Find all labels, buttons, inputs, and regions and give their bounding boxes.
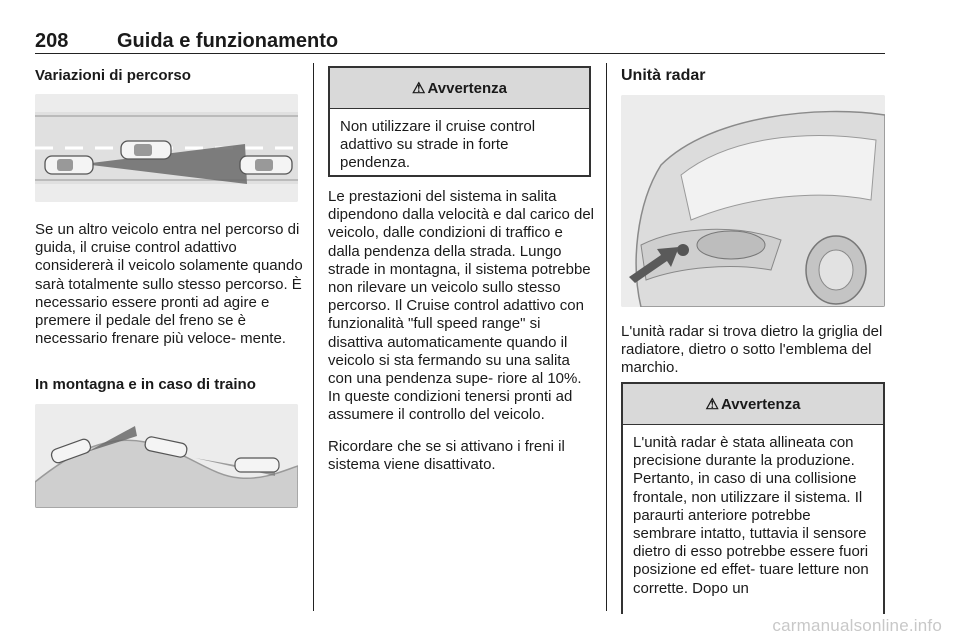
warning-text-1: Non utilizzare il cruise control adattivo su strade in forte pendenza. bbox=[340, 118, 536, 172]
watermark-logo: carmanualsonline.info bbox=[772, 616, 942, 635]
mountain-driving-illustration bbox=[35, 404, 298, 508]
column-divider-1 bbox=[313, 63, 314, 611]
paragraph-radar-location: L'unità radar si trova dietro la griglia del radiatore, dietro o sotto l'emblema del marchio. bbox=[621, 323, 883, 377]
page-number: 208 bbox=[35, 30, 69, 52]
radar-unit-illustration bbox=[621, 95, 885, 307]
warning-title-2: Avvertenza bbox=[720, 395, 801, 413]
warning-title-1: Avvertenza bbox=[427, 79, 507, 97]
paragraph-mountain-performance: Le prestazioni del sistema in salita dipendono dalla velocità e dal carico del veicolo, dalle condizioni di traffico e dalla pendenza della strada. Lungo strade in montagna, il sistema potrebbe non rilevare un veicolo sullo stesso percorso. Il Cruise control adattivo con funzionalità "full speed range" si disattiva automaticamente quando il veicolo si sta fermando su una salita con una pendenza supe- riore al 10%. In queste condizioni tenersi pronti ad assumere il controllo del veicolo. bbox=[328, 188, 595, 424]
paragraph-lane-change: Se un altro veicolo entra nel percorso di guida, il cruise control adattivo considererà il veicolo solamente quando sarà totalmente sullo stesso percorso. È necessario essere pronti ad agire e premere il pedale del freno se è necessario frenare più veloce- mente. bbox=[35, 221, 303, 348]
warning-triangle-icon: ⚠ bbox=[412, 80, 426, 97]
warning-box-2 bbox=[621, 382, 885, 614]
radar-car-drawing bbox=[621, 95, 885, 307]
warning-text-2: L'unità radar è stata allineata con precisione durante la produzione. Pertanto, in caso di una collisione frontale, non utilizzare il sistema. Il paraurti anteriore potrebbe sembrare intatto, tuttavia il sensore dietro di esso potrebbe essere fuori posizione ed effet- tuare letture non corrette. Dopo un bbox=[633, 434, 869, 597]
warning-triangle-icon-2: ⚠ bbox=[705, 396, 719, 413]
section-title: Guida e funzionamento bbox=[117, 30, 339, 52]
column-divider-2 bbox=[606, 63, 607, 611]
warning-box-1 bbox=[328, 66, 591, 177]
lane-change-drawing bbox=[35, 94, 298, 202]
heading-unita-radar: Unità radar bbox=[621, 67, 706, 84]
heading-montagna-traino: In montagna e in caso di traino bbox=[35, 376, 256, 393]
warning-header-1 bbox=[330, 68, 589, 109]
mountain-driving-drawing bbox=[35, 404, 298, 508]
header-divider bbox=[35, 53, 885, 54]
paragraph-brakes: Ricordare che se si attivano i freni il sistema viene disattivato. bbox=[328, 438, 565, 474]
lane-change-illustration bbox=[35, 94, 298, 202]
warning-header-2 bbox=[623, 384, 883, 425]
heading-variazioni-percorso: Variazioni di percorso bbox=[35, 67, 191, 84]
